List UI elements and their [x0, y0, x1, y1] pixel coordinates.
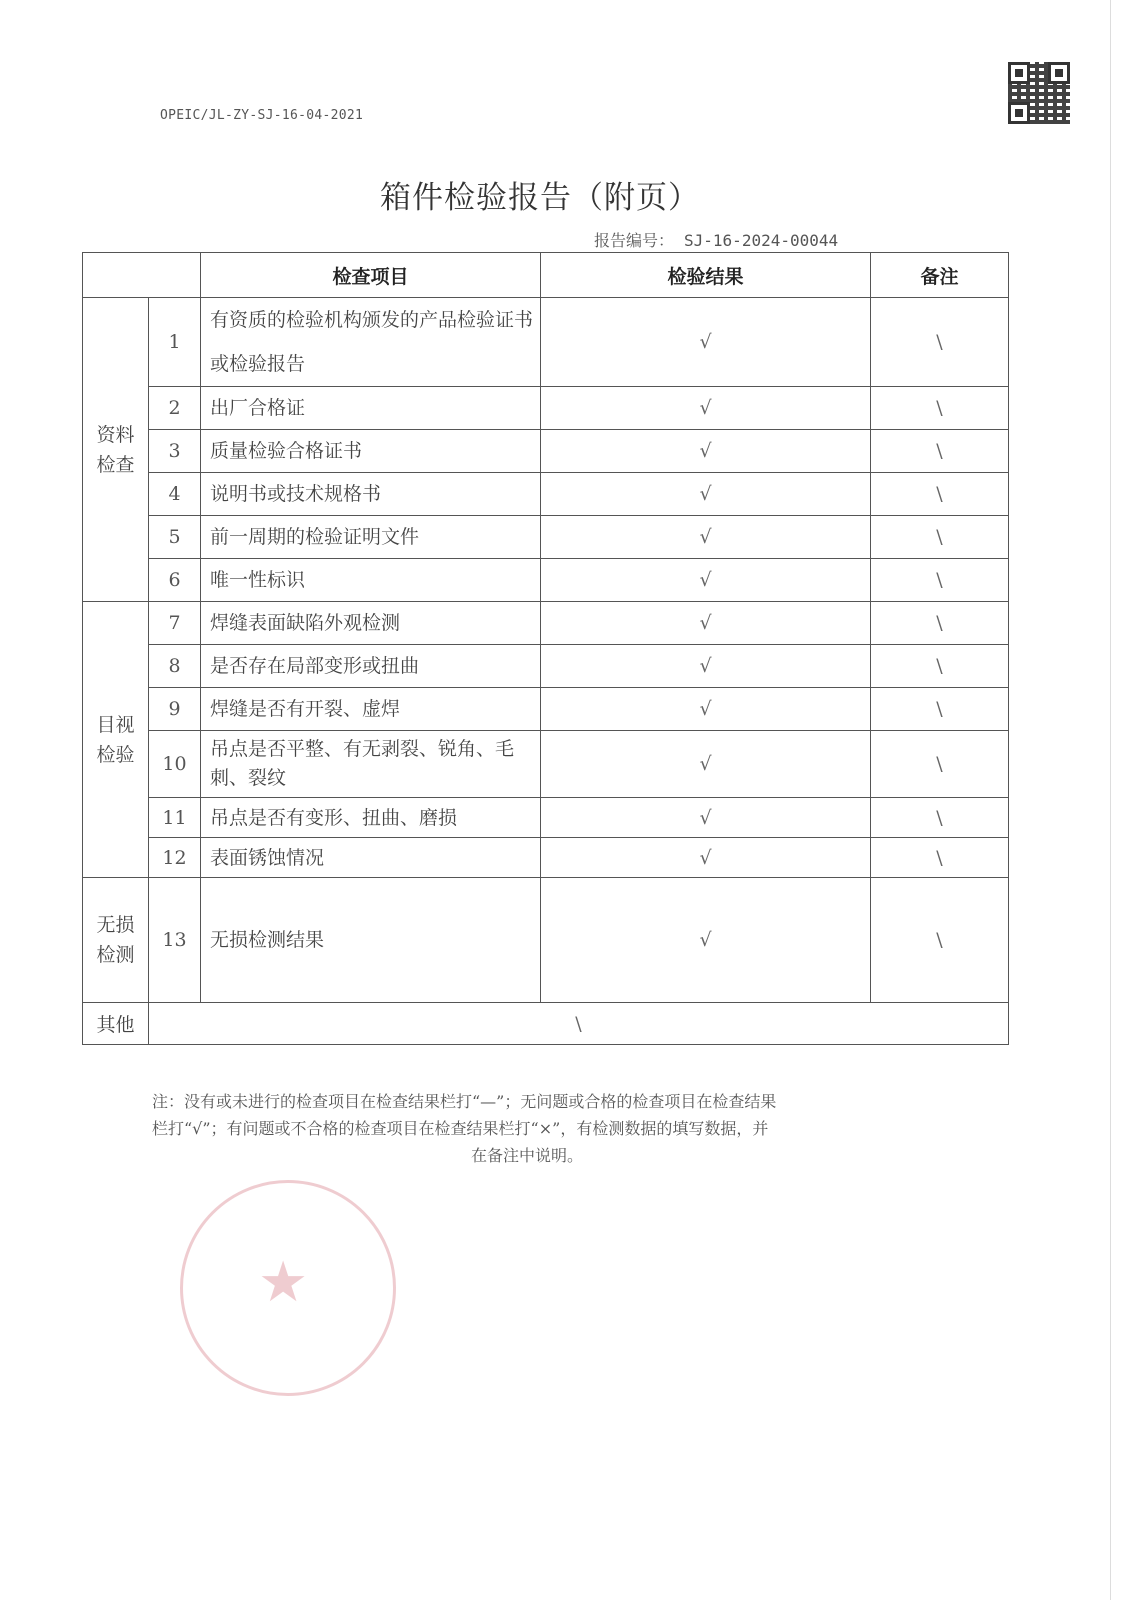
row-remark: \	[871, 430, 1009, 473]
row-result: √	[541, 878, 871, 1003]
table-row	[83, 645, 1009, 688]
table-row	[83, 602, 1009, 645]
row-number: 9	[149, 688, 201, 731]
other-label: 其他	[83, 1003, 149, 1045]
other-value: \	[149, 1003, 1009, 1045]
row-item: 表面锈蚀情况	[201, 838, 541, 878]
row-result: √	[541, 430, 871, 473]
row-remark: \	[871, 838, 1009, 878]
qr-code-icon	[1008, 62, 1070, 124]
row-result: √	[541, 688, 871, 731]
report-number	[594, 228, 838, 251]
row-item: 是否存在局部变形或扭曲	[201, 645, 541, 688]
row-item: 说明书或技术规格书	[201, 473, 541, 516]
inspection-table	[82, 252, 1009, 1045]
row-remark: \	[871, 798, 1009, 838]
page-title: 箱件检验报告（附页）	[380, 180, 700, 216]
row-number: 3	[149, 430, 201, 473]
row-result: √	[541, 731, 871, 798]
row-number: 6	[149, 559, 201, 602]
row-remark: \	[871, 688, 1009, 731]
footnote-line-3: 在备注中说明。	[470, 1146, 583, 1165]
table-row	[83, 559, 1009, 602]
row-item: 前一周期的检验证明文件	[201, 516, 541, 559]
row-result: √	[541, 473, 871, 516]
report-number-value: SJ-16-2024-00044	[684, 231, 839, 250]
table-row	[83, 473, 1009, 516]
row-result: √	[541, 516, 871, 559]
row-remark: \	[871, 387, 1009, 430]
header-blank	[83, 253, 201, 298]
row-remark: \	[871, 559, 1009, 602]
row-result: √	[541, 387, 871, 430]
row-remark: \	[871, 645, 1009, 688]
header-remark: 备注	[871, 253, 1009, 298]
scan-edge	[1110, 0, 1111, 1600]
row-remark: \	[871, 516, 1009, 559]
table-row	[83, 838, 1009, 878]
table-row	[83, 430, 1009, 473]
category-docs: 资料检查	[83, 298, 149, 602]
header-item: 检查项目	[201, 253, 541, 298]
table-row	[83, 688, 1009, 731]
category-visual: 目视检验	[83, 602, 149, 878]
row-number: 11	[149, 798, 201, 838]
row-number: 4	[149, 473, 201, 516]
document-code: OPEIC/JL-ZY-SJ-16-04-2021	[160, 108, 364, 123]
table-row	[83, 387, 1009, 430]
row-item: 焊缝表面缺陷外观检测	[201, 602, 541, 645]
row-item: 质量检验合格证书	[201, 430, 541, 473]
report-number-label: 报告编号：	[594, 231, 675, 250]
row-number: 7	[149, 602, 201, 645]
row-item: 出厂合格证	[201, 387, 541, 430]
table-header-row	[83, 253, 1009, 298]
row-item: 唯一性标识	[201, 559, 541, 602]
table-row	[83, 298, 1009, 387]
row-remark: \	[871, 298, 1009, 387]
row-item: 焊缝是否有开裂、虚焊	[201, 688, 541, 731]
row-number: 12	[149, 838, 201, 878]
row-number: 13	[149, 878, 201, 1003]
row-item: 吊点是否有变形、扭曲、磨损	[201, 798, 541, 838]
header-result: 检验结果	[541, 253, 871, 298]
row-result: √	[541, 559, 871, 602]
row-remark: \	[871, 602, 1009, 645]
row-number: 2	[149, 387, 201, 430]
category-ndt: 无损检测	[83, 878, 149, 1003]
table-row	[83, 798, 1009, 838]
row-remark: \	[871, 473, 1009, 516]
row-result: √	[541, 298, 871, 387]
row-result: √	[541, 645, 871, 688]
row-number: 8	[149, 645, 201, 688]
row-number: 10	[149, 731, 201, 798]
seal-star-icon: ★	[258, 1250, 309, 1315]
row-result: √	[541, 838, 871, 878]
row-item: 无损检测结果	[201, 878, 541, 1003]
row-result: √	[541, 602, 871, 645]
footnote	[152, 1088, 932, 1169]
row-item: 吊点是否平整、有无剥裂、锐角、毛刺、裂纹	[201, 731, 541, 798]
footnote-line-2: 栏打“√”；有问题或不合格的检查项目在检查结果栏打“×”，有检测数据的填写数据，并	[152, 1119, 769, 1138]
row-remark: \	[871, 878, 1009, 1003]
row-remark: \	[871, 731, 1009, 798]
row-number: 1	[149, 298, 201, 387]
row-item: 有资质的检验机构颁发的产品检验证书或检验报告	[201, 298, 541, 387]
row-number: 5	[149, 516, 201, 559]
table-row	[83, 731, 1009, 798]
footnote-line-1: 注：没有或未进行的检查项目在检查结果栏打“—”；无问题或合格的检查项目在检查结果	[152, 1092, 777, 1111]
other-row	[83, 1003, 1009, 1045]
row-result: √	[541, 798, 871, 838]
table-row	[83, 516, 1009, 559]
table-row	[83, 878, 1009, 1003]
